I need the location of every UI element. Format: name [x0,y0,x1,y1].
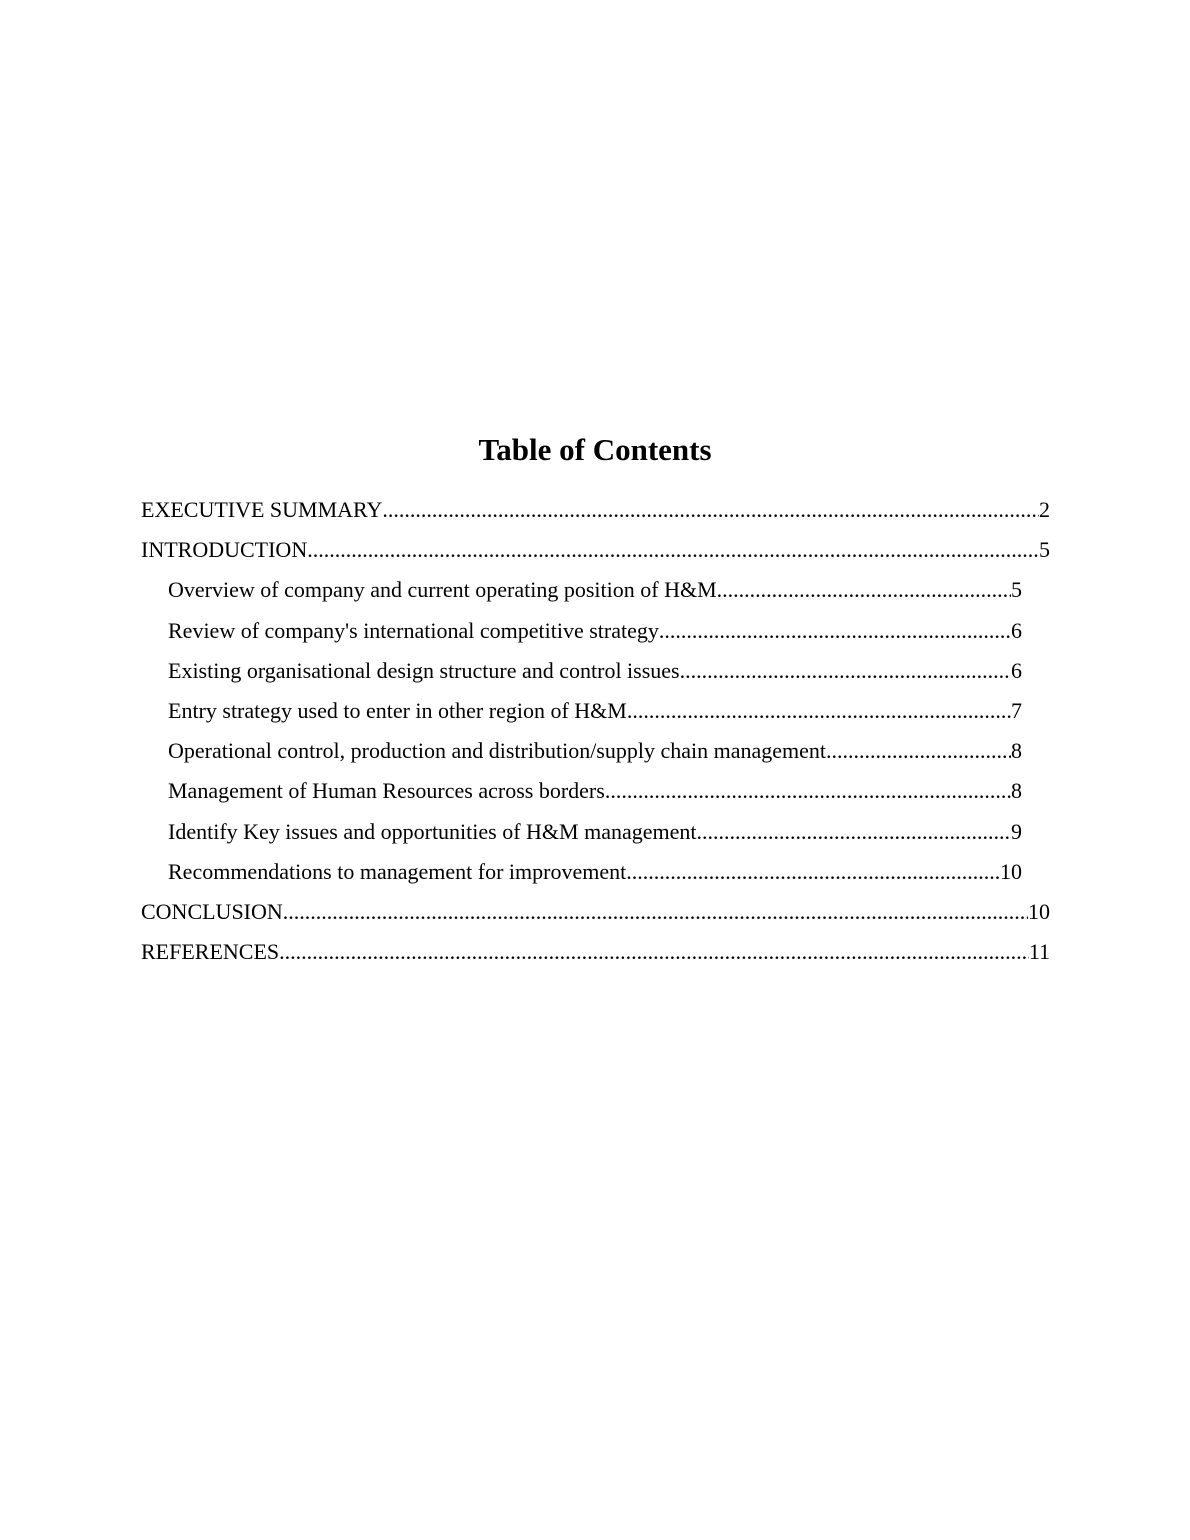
toc-page-number: 8 [1011,738,1022,764]
toc-page-number: 11 [1028,939,1050,965]
toc-page-number: 10 [1028,898,1050,924]
toc-dot-leader [697,812,1011,852]
toc-entry-label: CONCLUSION [141,898,283,924]
toc-entry-label: Review of company's international competitive strategy [168,617,659,643]
toc-page-number: 2 [1039,497,1050,522]
toc-entry-operational-control[interactable] [168,731,1022,771]
toc-entry-label: EXECUTIVE SUMMARY [141,497,383,522]
toc-dot-leader [382,490,1039,530]
toc-page-number: 5 [1011,577,1022,603]
toc-entry-label: Recommendations to management for improvement [168,858,627,884]
toc-page-number: 6 [1011,657,1022,683]
toc-entry-label: Overview of company and current operating position of H&M [168,577,717,603]
toc-entry-label: Existing organisational design structure and control issues [168,657,680,683]
toc-entry-label: Entry strategy used to enter in other region of H&M [168,697,627,723]
toc-entry-executive-summary[interactable] [141,490,1050,530]
toc-page-number: 10 [1000,858,1022,884]
toc-entry-key-issues[interactable] [168,812,1022,852]
table-of-contents [0,490,1190,972]
toc-entry-label: INTRODUCTION [141,537,308,563]
toc-page-number: 7 [1011,697,1022,723]
toc-dot-leader [283,892,1028,932]
toc-page-number: 9 [1011,818,1022,844]
page-title: Table of Contents [478,432,712,467]
toc-dot-leader [627,691,1011,731]
toc-dot-leader [307,530,1039,570]
toc-page-number: 6 [1011,617,1022,643]
toc-entry-entry-strategy[interactable] [168,691,1022,731]
toc-entry-label: Management of Human Resources across borders [168,778,605,804]
toc-entry-organisational-design[interactable] [168,651,1022,691]
toc-entry-conclusion[interactable] [141,892,1050,932]
toc-page-number: 5 [1039,537,1050,563]
toc-entry-competitive-strategy[interactable] [168,611,1022,651]
toc-entry-label: REFERENCES [141,939,280,965]
toc-entry-references[interactable] [141,932,1050,972]
toc-entry-overview[interactable] [168,570,1022,610]
toc-entry-introduction[interactable] [141,530,1050,570]
toc-entry-human-resources[interactable] [168,771,1022,811]
toc-dot-leader [659,611,1011,651]
toc-dot-leader [680,651,1011,691]
toc-entry-label: Identify Key issues and opportunities of H&M management [168,818,697,844]
toc-page-number: 8 [1011,778,1022,804]
toc-entry-recommendations[interactable] [168,852,1022,892]
toc-dot-leader [717,570,1011,610]
toc-dot-leader [279,932,1029,972]
toc-entry-label: Operational control, production and distribution/supply chain management [168,738,827,764]
toc-dot-leader [826,731,1011,771]
toc-dot-leader [605,771,1011,811]
toc-dot-leader [626,852,1000,892]
